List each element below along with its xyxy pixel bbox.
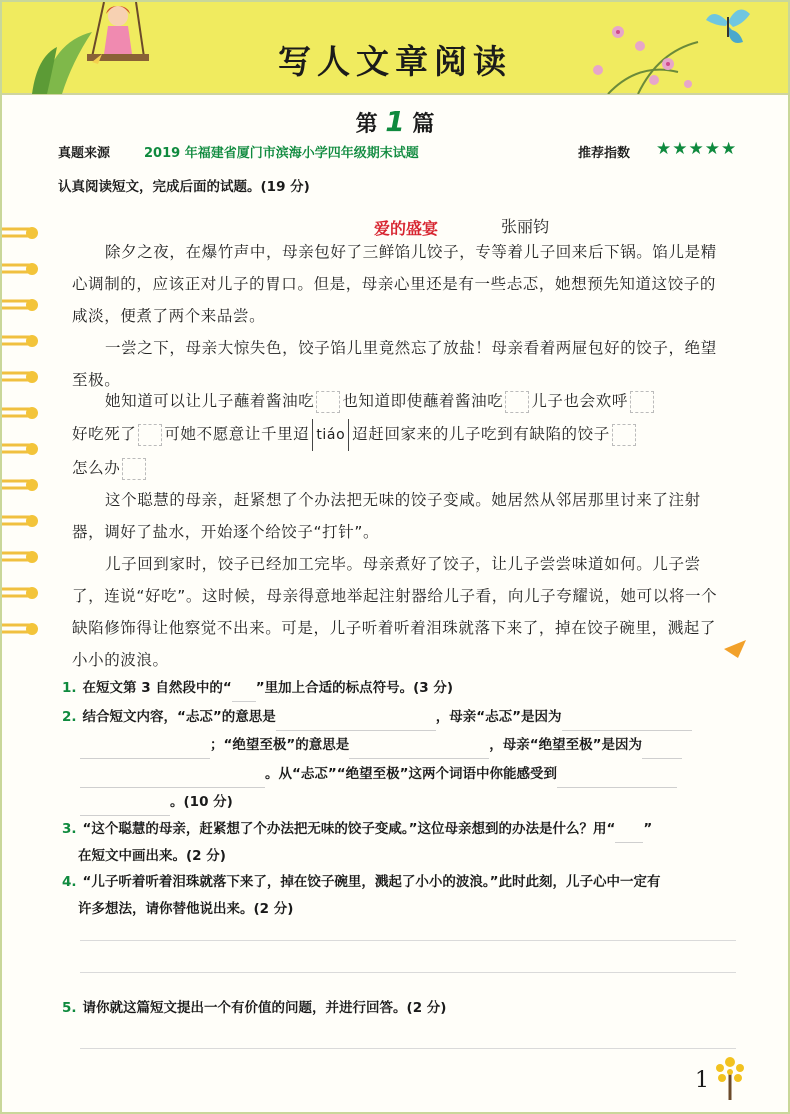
p3-part-f: 迢赶回家来的儿子吃到有缺陷的饺子	[352, 425, 610, 443]
punctuation-blank[interactable]	[612, 424, 636, 446]
question-number: 4.	[62, 874, 77, 890]
question-4	[62, 868, 752, 896]
question-number: 5.	[62, 1000, 77, 1016]
question-3	[62, 815, 752, 843]
question-text: ；“绝望至极”的意思是	[210, 737, 350, 753]
question-5	[62, 994, 752, 1022]
punctuation-blank[interactable]	[505, 391, 529, 413]
question-text: 在短文中画出来。(2 分)	[78, 848, 226, 864]
answer-blank[interactable]	[80, 768, 265, 788]
binder-ring-icon	[2, 260, 42, 280]
binder-ring-icon	[2, 584, 42, 604]
header-band	[2, 2, 788, 95]
question-2-line-4	[80, 788, 770, 816]
answer-blank[interactable]	[232, 682, 256, 702]
punctuation-blank[interactable]	[122, 458, 146, 480]
butterfly-flower-illustration	[578, 2, 778, 94]
question-text: 在短文第 3 自然段中的“	[82, 680, 232, 696]
article-paragraph-2: 一尝之下，母亲大惊失色，饺子馅儿里竟然忘了放盐！母亲看着两屉包好的饺子，绝望至极。	[72, 339, 717, 389]
question-text: 请你就这篇短文提出一个有价值的问题，并进行回答。(2 分)	[82, 1000, 447, 1016]
question-text: ”	[643, 821, 653, 837]
answer-blank[interactable]	[642, 739, 682, 759]
question-text: ，母亲“绝望至极”是因为	[489, 737, 642, 753]
binder-ring-icon	[2, 512, 42, 532]
page-number: 1	[695, 1068, 709, 1093]
question-text: 许多想法，请你替他说出来。(2 分)	[78, 901, 294, 917]
answer-blank[interactable]	[276, 711, 436, 731]
article-paragraph-3-line-3	[72, 452, 148, 484]
article-paragraph-3-line-1	[105, 385, 656, 417]
article-paragraph-4: 这个聪慧的母亲，赶紧想了个办法把无味的饺子变咸。她居然从邻居那里讨来了注射器，调好了盐水，开始逐个给饺子“打针”。	[72, 491, 701, 541]
p3-part-e: 可她不愿意让千里迢	[164, 425, 310, 443]
instruction: 认真阅读短文，完成后面的试题。(19 分)	[58, 179, 310, 195]
p3-part-b: 也知道即使蘸着酱油吃	[342, 392, 504, 410]
binder-ring-icon	[2, 620, 42, 640]
answer-blank[interactable]	[615, 823, 643, 843]
answer-blank[interactable]	[80, 796, 170, 816]
punctuation-blank[interactable]	[316, 391, 340, 413]
question-text: 。从“忐忑”“绝望至极”这两个词语中你能感受到	[265, 766, 557, 782]
recommend-stars: ★★★★★	[656, 139, 738, 159]
binder-ring-icon	[2, 440, 42, 460]
question-text: 。(10 分)	[170, 794, 233, 810]
answer-blank[interactable]	[349, 739, 489, 759]
pinyin-annotation: tiáo	[312, 419, 349, 451]
question-text: “这个聪慧的母亲，赶紧想了个办法把无味的饺子变咸。”这位母亲想到的办法是什么？用“	[82, 821, 616, 837]
question-text: 结合短文内容，“忐忑”的意思是	[82, 709, 276, 725]
binder-ring-icon	[2, 296, 42, 316]
source-row	[58, 139, 738, 164]
answer-line[interactable]	[80, 972, 736, 973]
binder-ring-icon	[2, 332, 42, 352]
question-number: 3.	[62, 821, 77, 837]
question-4-line-2	[78, 895, 768, 923]
question-text: “儿子听着听着泪珠就落下来了，掉在饺子碗里，溅起了小小的波浪。”此时此刻，儿子心中一定有	[82, 874, 661, 890]
recommend-label: 推荐指数	[578, 146, 631, 161]
article-paragraph-3-line-2	[72, 418, 638, 451]
punctuation-blank[interactable]	[630, 391, 654, 413]
source-label: 真题来源	[58, 146, 111, 161]
passage-suffix: 篇	[412, 112, 435, 137]
page-title: 写人文章阅读	[278, 42, 512, 81]
answer-line[interactable]	[80, 1048, 736, 1049]
question-3-line-2	[78, 842, 768, 870]
article-title: 爱的盛宴	[374, 219, 439, 238]
passage-num-value: 1	[385, 105, 405, 138]
question-2-line-2	[80, 731, 770, 759]
article-author: 张丽钧	[501, 217, 550, 236]
p3-part-g: 怎么办	[72, 459, 121, 477]
binder-ring-icon	[2, 476, 42, 496]
passage-prefix: 第	[355, 112, 378, 137]
answer-blank[interactable]	[80, 739, 210, 759]
p3-part-d: 好吃死了	[72, 425, 137, 443]
passage-number	[2, 105, 788, 138]
article-paragraph-5: 儿子回到家时，饺子已经加工完毕。母亲煮好了饺子，让儿子尝尝味道如何。儿子尝了，连说“好吃”。这时候，母亲得意地举起注射器给儿子看，向儿子夸耀说，她可以将一个缺陷修饰得让他察觉不出来。可是，儿子听着听着泪珠就落下来了，掉在饺子碗里，溅起了小小的波浪。	[72, 555, 718, 669]
orange-triangle-icon	[724, 640, 746, 658]
answer-line[interactable]	[80, 940, 736, 941]
question-number: 1.	[62, 680, 77, 696]
binder-ring-icon	[2, 368, 42, 388]
article-paragraph-1: 除夕之夜，在爆竹声中，母亲包好了三鲜馅儿饺子，专等着儿子回来后下锅。馅儿是精心调制的，应该正对儿子的胃口。但是，母亲心里还是有一些忐忑，她想预先知道这饺子的咸淡，便煮了两个来品尝。	[72, 243, 717, 325]
question-2-line-3	[80, 760, 770, 788]
question-number: 2.	[62, 709, 77, 725]
binder-ring-icon	[2, 224, 42, 244]
p3-part-c: 儿子也会欢呼	[531, 392, 628, 410]
p3-part-a: 她知道可以让儿子蘸着酱油吃	[105, 392, 315, 410]
question-text: ”里加上合适的标点符号。(3 分)	[255, 680, 454, 696]
answer-blank[interactable]	[562, 711, 692, 731]
tree-icon	[710, 1052, 750, 1102]
source-text: 2019 年福建省厦门市滨海小学四年级期末试题	[144, 146, 419, 161]
question-text: ，母亲“忐忑”是因为	[435, 709, 562, 725]
question-2	[62, 703, 752, 731]
question-1	[62, 674, 752, 702]
binder-ring-icon	[2, 404, 42, 424]
punctuation-blank[interactable]	[138, 424, 162, 446]
answer-blank[interactable]	[557, 768, 677, 788]
binder-ring-icon	[2, 548, 42, 568]
